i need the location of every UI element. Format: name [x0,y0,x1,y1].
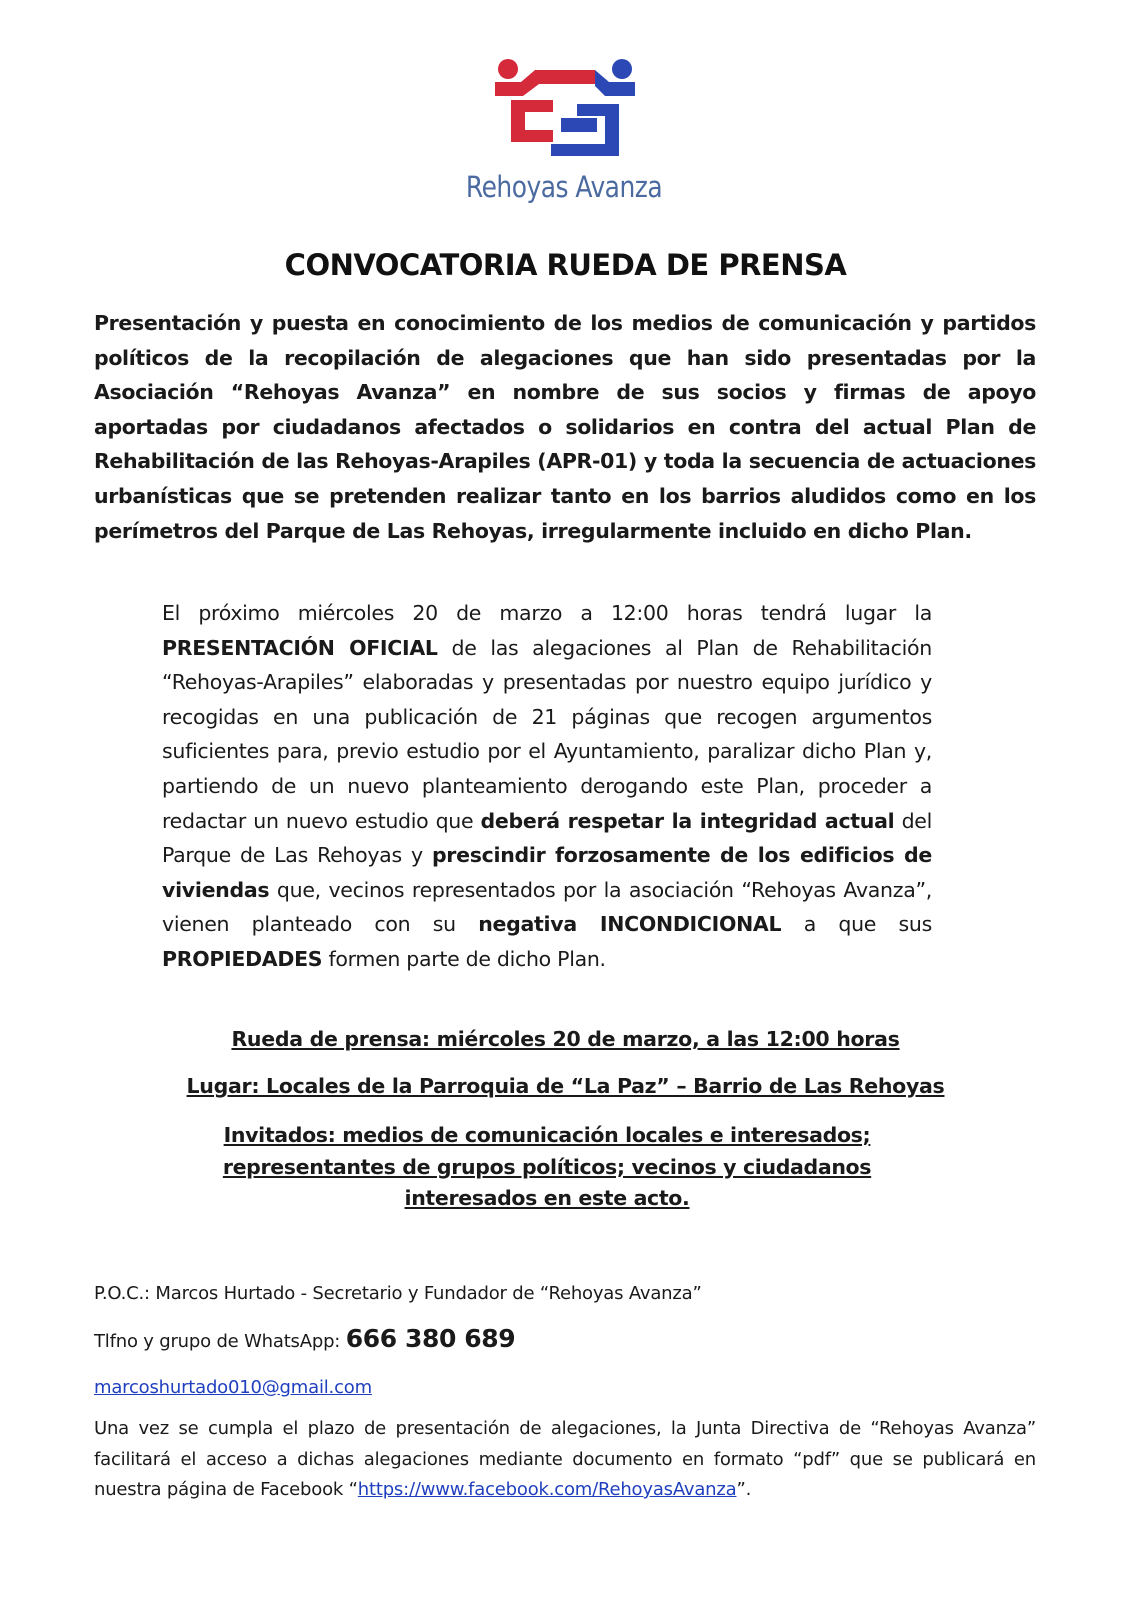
facebook-link[interactable]: https://www.facebook.com/RehoyasAvanza [357,1479,737,1500]
body-bold-2: deberá respetar la integridad actual [480,808,895,833]
point-of-contact: P.O.C.: Marcos Hurtado - Secretario y Fundador de “Rehoyas Avanza” [94,1283,702,1304]
body-text-4: que, vecinos representados por la asociación “Rehoyas Avanza”, vienen planteado con su [162,877,932,937]
body-text-1: El próximo miércoles 20 de marzo a 12:00 horas tendrá lugar la [162,601,932,625]
footer-paragraph [94,1414,1036,1506]
logo-emblem-icon [491,52,639,164]
logo-text: Rehoyas Avanza [465,170,663,204]
footer-text: Una vez se cumpla el plazo de presentación de alegaciones, la Junta Directiva de “Rehoyas Avanza” facilitará el acceso a dichas alegaciones mediante documento en formato “pdf” que se publicará en nuestra página de Facebook “ [94,1418,1036,1500]
email-link[interactable]: marcoshurtado010@gmail.com [94,1377,372,1398]
body-bold-3: prescindir forzosamente de los edificios de viviendas [162,843,932,902]
press-conference-guests: Invitados: medios de comunicación locales e interesados; representantes de grupos políticos; vecinos y ciudadanos interesados en este acto. [222,1123,872,1210]
rehoyas-avanza-logo [449,52,679,222]
body-bold-4: negativa INCONDICIONAL [478,912,782,937]
body-text-5: a que sus [781,912,932,937]
body-bold-5: PROPIEDADES [162,946,323,971]
press-conference-place: Lugar: Locales de la Parroquia de “La Paz” – Barrio de Las Rehoyas [186,1074,945,1098]
phone-number[interactable]: 666 380 689 [345,1324,516,1353]
phone-line [94,1324,515,1353]
page-title: CONVOCATORIA RUEDA DE PRENSA [284,248,847,282]
body-bold-1: PRESENTACIÓN OFICIAL [162,635,438,660]
footer-end: ”. [736,1479,752,1500]
body-text-2: de las alegaciones al Plan de Rehabilitación “Rehoyas-Arapiles” elaboradas y presentadas por nuestro equipo jurídico y recogidas en una publicación de 21 páginas que recogen argumentos suficientes para, previo estudio por el Ayuntamiento, paralizar dicho Plan y, partiendo de un nuevo planteamiento derogando este Plan, proceder a redactar un nuevo estudio que [162,635,932,833]
body-text-3: del Parque de Las Rehoyas y [162,808,933,868]
announcement-paragraph [162,596,932,977]
intro-paragraph: Presentación y puesta en conocimiento de los medios de comunicación y partidos políticos de la recopilación de alegaciones que han sido presentadas por la Asociación “Rehoyas Avanza” en nombre de sus socios y firmas de apoyo aportadas por ciudadanos afectados o solidarios en contra del actual Plan de Rehabilitación de las Rehoyas-Arapiles (APR-01) y toda la secuencia de actuaciones urbanísticas que se pretenden realizar tanto en los barrios aludidos como en los perímetros del Parque de Las Rehoyas, irregularmente incluido en dicho Plan. [94,311,1036,543]
body-text-6: formen parte de dicho Plan. [322,946,606,971]
press-conference-date: Rueda de prensa: miércoles 20 de marzo, a las 12:00 horas [231,1027,900,1051]
phone-label: Tlfno y grupo de WhatsApp: [94,1331,346,1352]
